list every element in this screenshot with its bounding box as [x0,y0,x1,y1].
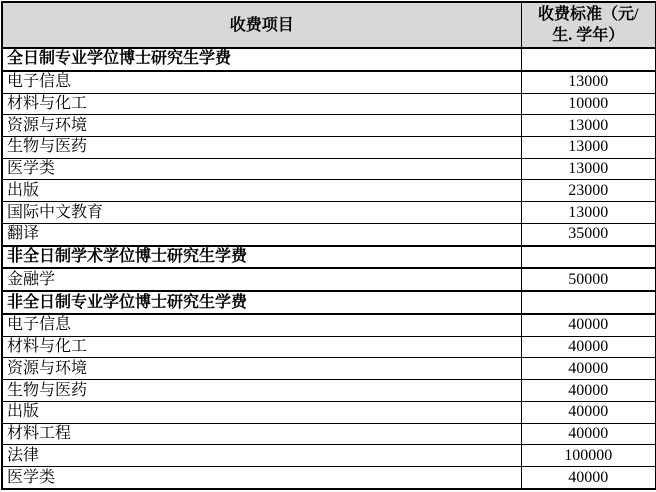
fee-value-cell: 13000 [521,71,656,93]
table-row [2,158,656,180]
table-row [2,223,656,245]
fee-item-cell: 材料与化工 [2,93,521,115]
section-title-cell: 非全日制专业学位博士研究生学费 [2,291,521,314]
fee-value-cell: 100000 [521,445,656,467]
fee-item-cell: 电子信息 [2,314,521,336]
fee-value-cell [521,48,656,71]
fee-value-cell: 13000 [521,136,656,158]
fee-item-cell: 生物与医药 [2,136,521,158]
table-row [2,358,656,380]
fee-standard-column-header [521,2,656,48]
fee-standard-header-line2: 生. 学年） [552,27,625,44]
fee-item-cell: 医学类 [2,158,521,180]
table-row [2,180,656,202]
fee-value-cell: 10000 [521,93,656,115]
table-row [2,71,656,93]
fee-table [1,1,656,490]
fee-value-cell: 35000 [521,223,656,245]
table-row [2,136,656,158]
table-row [2,380,656,402]
fee-value-cell: 40000 [521,380,656,402]
fee-value-cell: 23000 [521,180,656,202]
fee-item-cell: 资源与环境 [2,115,521,137]
fee-value-cell [521,291,656,314]
fee-table-body [2,48,656,489]
fee-item-cell: 法律 [2,445,521,467]
fee-item-cell: 医学类 [2,467,521,489]
table-row [2,336,656,358]
fee-item-cell: 翻译 [2,223,521,245]
table-row [2,445,656,467]
table-row [2,467,656,489]
fee-value-cell: 40000 [521,314,656,336]
fee-item-cell: 金融学 [2,268,521,291]
fee-table-header [2,2,656,48]
fee-item-cell: 资源与环境 [2,358,521,380]
header-row [2,2,656,48]
fee-item-cell: 出版 [2,180,521,202]
table-row [2,202,656,224]
table-row [2,268,656,291]
table-row [2,93,656,115]
section-header-row [2,246,656,269]
fee-value-cell: 40000 [521,401,656,423]
table-row [2,314,656,336]
fee-value-cell: 40000 [521,358,656,380]
fee-value-cell: 13000 [521,202,656,224]
section-title-cell: 全日制专业学位博士研究生学费 [2,48,521,71]
fee-item-column-header: 收费项目 [2,2,521,48]
fee-value-cell: 40000 [521,467,656,489]
fee-item-cell: 出版 [2,401,521,423]
fee-item-cell: 电子信息 [2,71,521,93]
section-header-row [2,48,656,71]
fee-value-cell: 13000 [521,158,656,180]
fee-standard-header-line1: 收费标准（元/ [538,6,639,23]
section-header-row [2,291,656,314]
table-row [2,401,656,423]
fee-value-cell: 13000 [521,115,656,137]
fee-item-cell: 生物与医药 [2,380,521,402]
fee-value-cell: 50000 [521,268,656,291]
table-row [2,115,656,137]
fee-item-cell: 材料工程 [2,423,521,445]
fee-value-cell: 40000 [521,336,656,358]
fee-value-cell: 40000 [521,423,656,445]
section-title-cell: 非全日制学术学位博士研究生学费 [2,246,521,269]
fee-item-cell: 国际中文教育 [2,202,521,224]
table-row [2,423,656,445]
fee-item-cell: 材料与化工 [2,336,521,358]
fee-value-cell [521,246,656,269]
